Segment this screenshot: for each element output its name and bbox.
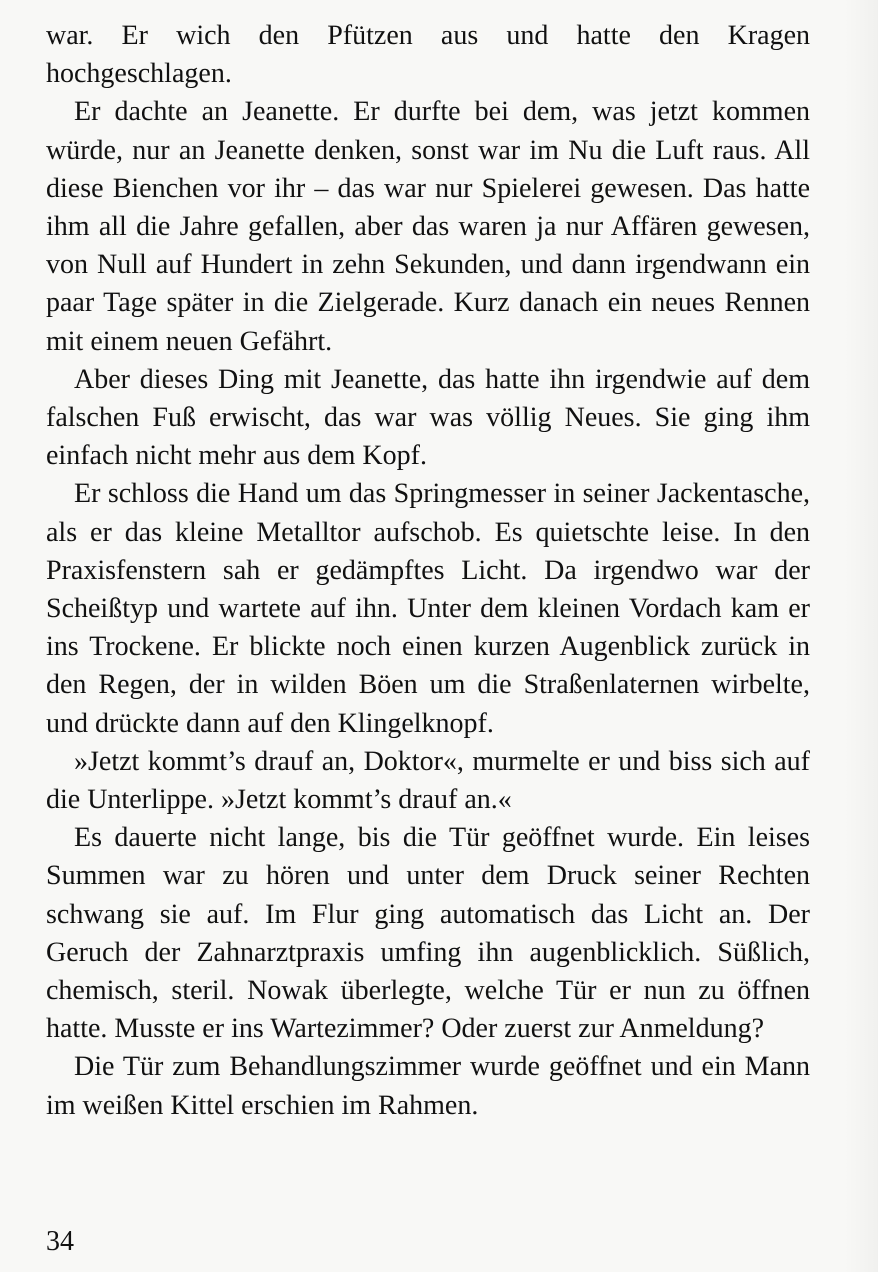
paragraph-5: »Jetzt kommt’s drauf an, Doktor«, murmelte er und biss sich auf die Unterlippe. »Jetzt kommt’s drauf an.«: [46, 745, 810, 816]
paragraph-1: war. Er wich den Pfützen aus und hatte den Kragen hochgeschlagen.: [46, 20, 810, 90]
paragraph-7: Die Tür zum Behandlungszimmer wurde geöffnet und ein Mann im weißen Kittel erschien im Rahmen.: [46, 1051, 810, 1121]
paragraph-4: Er schloss die Hand um das Springmesser in seiner Jackentasche, als er das kleine Metalltor aufschob. Es quietschte leise. In den Praxisfenstern sah er gedämpftes Licht. Da irgendwo war der Scheißtyp und wartete auf ihn. Unter dem kleinen Vordach kam er ins Trockene. Er blickte noch einen kurzen Augenblick zurück in den Regen, der in wilden Böen um die Straßenlaternen wirbelte, und drückte dann auf den Klingelknopf.: [46, 478, 810, 739]
body-text: [46, 17, 810, 1125]
paragraph-6: Es dauerte nicht lange, bis die Tür geöffnet wurde. Ein leises Summen war zu hören und unter dem Druck seiner Rechten schwang sie auf. Im Flur ging automatisch das Licht an. Der Geruch der Zahnarztpraxis umfing ihn augenblicklich. Süßlich, chemisch, steril. Nowak überlegte, welche Tür er nun zu öffnen hatte. Musste er ins Wartezimmer? Oder zuerst zur Anmeldung?: [46, 822, 810, 1045]
page-number: 34: [46, 1226, 74, 1257]
paragraph-3: Aber dieses Ding mit Jeanette, das hatte ihn irgendwie auf dem falschen Fuß erwischt, das war was völlig Neues. Sie ging ihm einfach nicht mehr aus dem Kopf.: [46, 363, 810, 472]
paragraph-2: Er dachte an Jeanette. Er durfte bei dem, was jetzt kommen würde, nur an Jeanette denken, sonst war im Nu die Luft raus. All diese Bienchen vor ihr – das war nur Spielerei gewesen. Das hatte ihm all die Jahre gefallen, aber das waren ja nur Affären gewesen, von Null auf Hundert in zehn Sekunden, und dann irgendwann ein paar Tage später in die Zielgerade. Kurz danach ein neues Rennen mit einem neuen Gefährt.: [46, 96, 810, 357]
page-edge-shadow: [844, 0, 878, 1272]
